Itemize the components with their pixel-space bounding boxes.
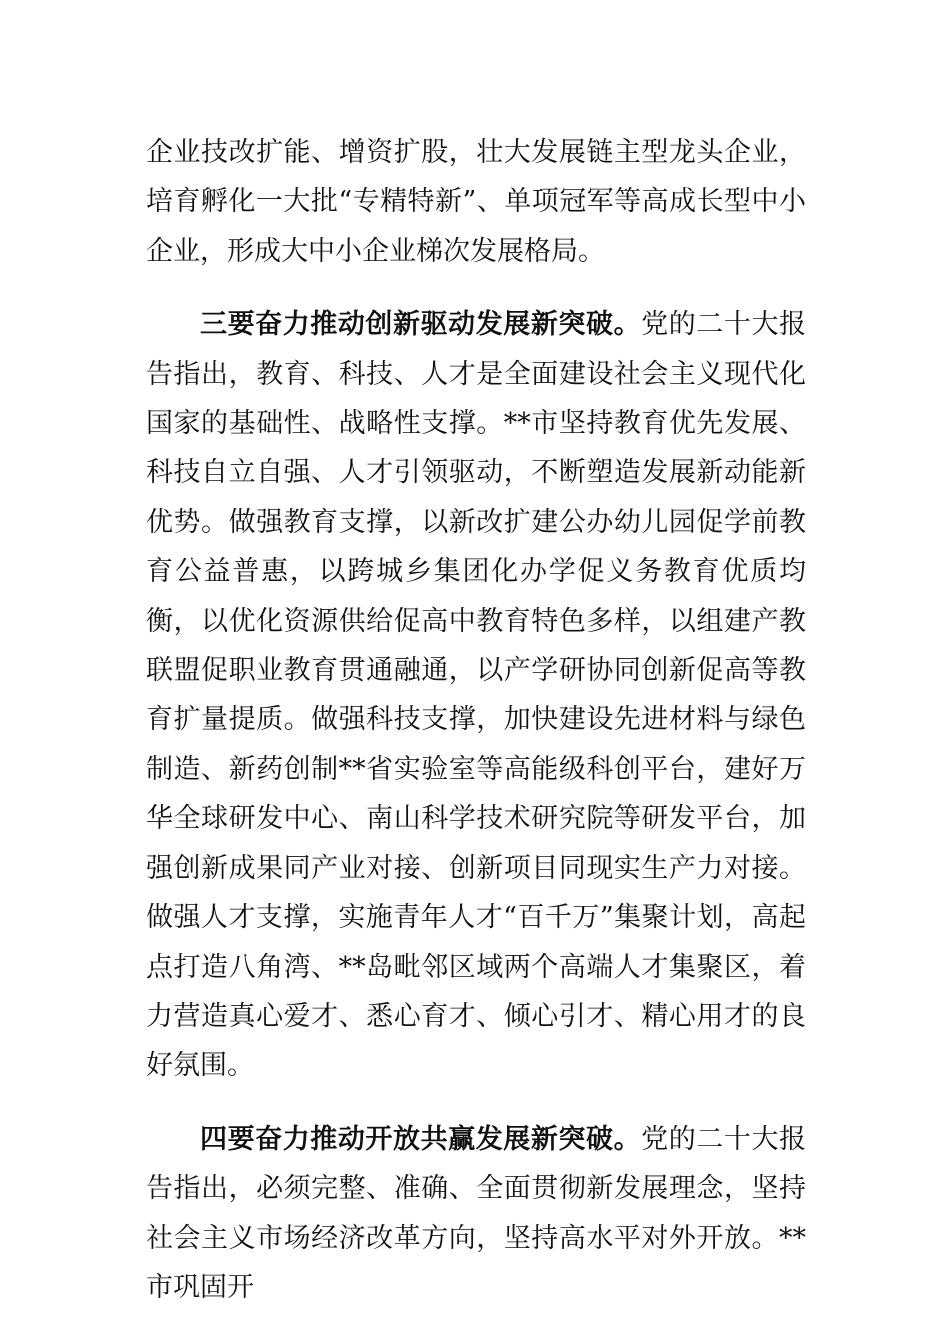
- document-page: [146, 128, 806, 1312]
- paragraph-text: 党的二十大报告指出，必须完整、准确、全面贯彻新发展理念，坚持社会主义市场经济改革方向，坚持高水平对外开放。**市巩固开: [146, 1123, 807, 1303]
- paragraph-text: 企业技改扩能、增资扩股，壮大发展链主型龙头企业，培育孵化一大批“专精特新”、单项冠军等高成长型中小企业，形成大中小企业梯次发展格局。: [146, 137, 806, 267]
- paragraph-text: 党的二十大报告指出，教育、科技、人才是全面建设社会主义现代化国家的基础性、战略性支撑。**市坚持教育优先发展、科技自立自强、人才引领驱动，不断塑造发展新动能新优势。做强教育支撑，以新改扩建公办幼儿园促学前教育公益普惠，以跨城乡集团化办学促义务教育优质均衡，以优化资源供给促高中教育特色多样，以组建产教联盟促职业教育贯通融通，以产学研协同创新促高等教育扩量提质。做强科技支撑，加快建设先进材料与绿色制造、新药创制**省实验室等高能级科创平台，建好万华全球研发中心、南山科学技术研究院等研发平台，加强创新成果同产业对接、创新项目同现实生产力对接。做强人才支撑，实施青年人才“百千万”集聚计划，高起点打造八角湾、**岛毗邻区域两个高端人才集聚区，着力营造真心爱才、悉心育才、倾心引才、精心用才的良好氛围。: [146, 309, 807, 1082]
- paragraph-lead-heading: 四要奋力推动开放共赢发展新突破。: [200, 1123, 642, 1155]
- paragraph-lead-heading: 三要奋力推动创新驱动发展新突破。: [200, 309, 642, 341]
- paragraph-openness: [146, 1115, 806, 1313]
- paragraph-continuation: [146, 128, 806, 276]
- paragraph-innovation: [146, 300, 806, 1091]
